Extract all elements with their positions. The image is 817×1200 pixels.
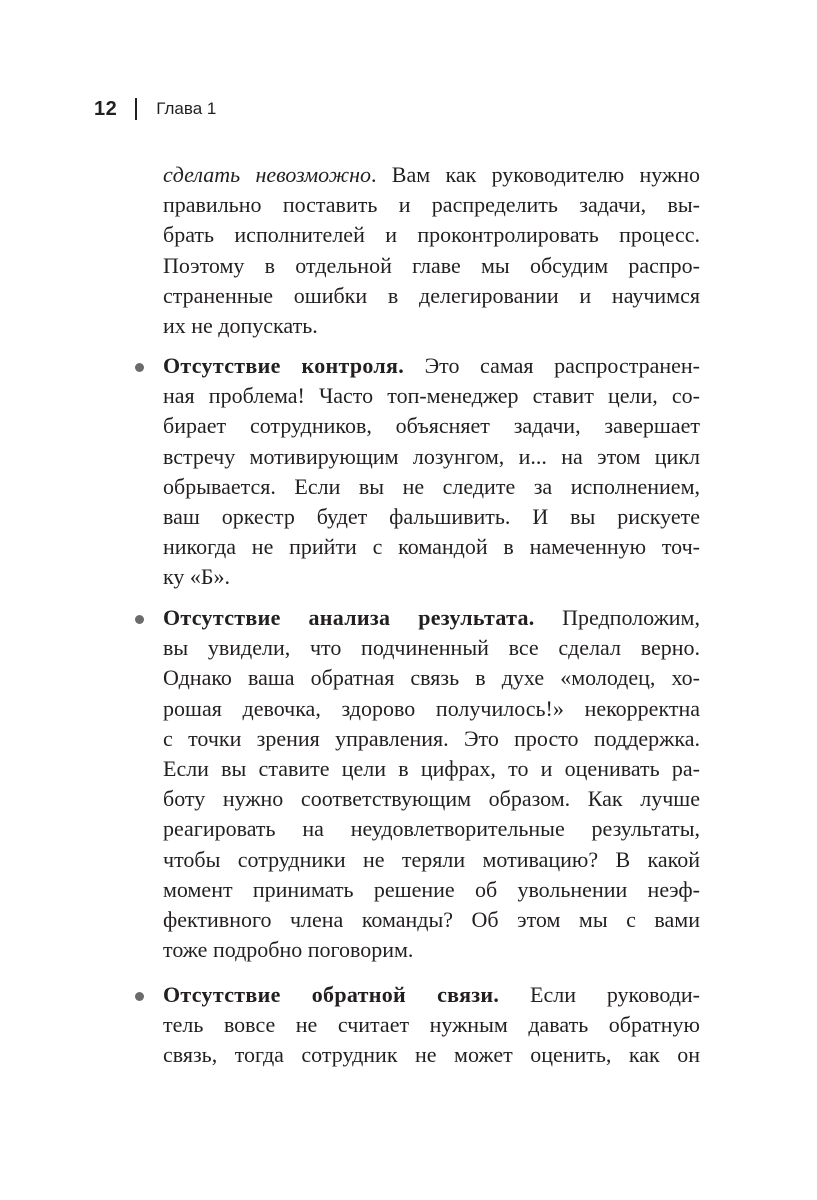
- text-line: чтобы сотрудники не теряли мотивацию? В какой: [163, 846, 700, 872]
- bullet-item-feedback: [163, 980, 700, 1071]
- text-line: страненные ошибки в делегировании и научимся: [163, 282, 700, 308]
- italic-emphasis: сделать невозможно: [163, 162, 371, 187]
- paragraph-intro: [163, 160, 700, 341]
- text-line: реагировать на неудовлетворительные результаты,: [163, 816, 700, 842]
- bullet-icon: [135, 363, 144, 372]
- text-line: ная проблема! Часто топ-менеджер ставит цели, со-: [163, 383, 700, 409]
- bullet-heading: Отсутствие обратной связи.: [163, 982, 500, 1007]
- text-line: их не допускать.: [163, 313, 318, 339]
- text-line: ку «Б».: [163, 564, 231, 590]
- text-line: ваш оркестр будет фальшивить. И вы рискуете: [163, 504, 700, 530]
- text-line: Однако ваша обратная связь в духе «молодец, хо-: [163, 665, 700, 691]
- text-line: вы увидели, что подчиненный все сделал верно.: [163, 635, 700, 661]
- text-line: связь, тогда сотрудник не может оценить, как он: [163, 1042, 700, 1068]
- bullet-icon: [135, 615, 144, 624]
- text-line: фективного члена команды? Об этом мы с вами: [163, 907, 700, 933]
- text-line: момент принимать решение об увольнении неэф-: [163, 876, 700, 902]
- bullet-item-analysis: [163, 603, 700, 965]
- text-line: Отсутствие контроля. Это самая распространен-: [163, 353, 700, 378]
- text-line: Отсутствие обратной связи. Если руководи-: [163, 982, 700, 1007]
- text-line: тоже подробно поговорим.: [163, 937, 414, 963]
- text-line: никогда не прийти с командой в намеченную точ-: [163, 534, 700, 560]
- text-line: встречу мотивирующим лозунгом, и... на этом цикл: [163, 443, 700, 469]
- header-divider: [135, 98, 137, 120]
- text-line: Если вы ставите цели в цифрах, то и оценивать ра-: [163, 756, 700, 782]
- text-line: Отсутствие анализа результата. Предположим,: [163, 605, 700, 630]
- bullet-heading: Отсутствие анализа результата.: [163, 605, 535, 630]
- chapter-title: Глава 1: [156, 99, 217, 118]
- text-line: правильно поставить и распределить задачи, вы-: [163, 192, 700, 218]
- text-line: сделать невозможно. Вам как руководителю нужно: [163, 162, 700, 187]
- bullet-item-control: [163, 351, 700, 593]
- bullet-heading: Отсутствие контроля.: [163, 353, 405, 378]
- text-line: бирает сотрудников, объясняет задачи, завершает: [163, 413, 700, 439]
- text-line: тель вовсе не считает нужным давать обратную: [163, 1012, 700, 1038]
- text-line: боту нужно соответствующим образом. Как лучше: [163, 786, 700, 812]
- bullet-icon: [135, 992, 144, 1001]
- text-line: Поэтому в отдельной главе мы обсудим распро-: [163, 252, 700, 278]
- text-line: брать исполнителей и проконтролировать процесс.: [163, 222, 700, 248]
- text-line: с точки зрения управления. Это просто поддержка.: [163, 725, 700, 751]
- page-number: 12: [94, 97, 118, 120]
- text-line: рошая девочка, здорово получилось!» некорректна: [163, 695, 700, 721]
- running-head: [94, 96, 216, 122]
- text-line: обрывается. Если вы не следите за исполнением,: [163, 473, 700, 499]
